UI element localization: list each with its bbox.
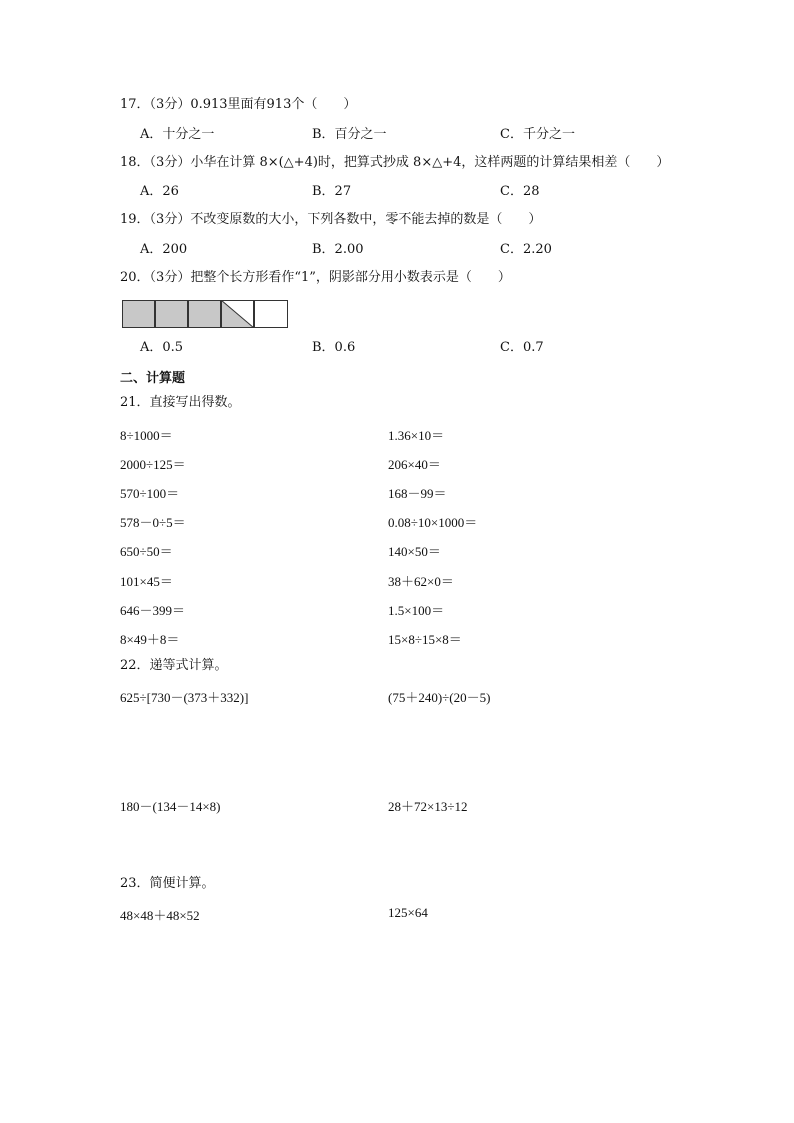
q23-item: 48×48＋48×52 xyxy=(120,908,200,923)
question-18-option-b: B．27 xyxy=(312,184,352,199)
q21-right-item: 0.08÷10×1000＝ xyxy=(388,515,478,530)
question-19-option-b: B．2.00 xyxy=(312,242,364,257)
q21-right-item: 1.36×10＝ xyxy=(388,428,445,443)
figure-cell-half-shaded xyxy=(221,300,254,328)
question-17-option-b: B．百分之一 xyxy=(312,127,387,142)
question-22-title: 22．递等式计算。 xyxy=(120,658,228,673)
question-19-text: 19．（3分）不改变原数的大小，下列各数中，零不能去掉的数是（ ） xyxy=(120,212,542,227)
q21-left-item: 578－0÷5＝ xyxy=(120,515,186,530)
question-20-option-b: B．0.6 xyxy=(312,340,356,355)
question-17-option-a: A．十分之一 xyxy=(140,127,215,142)
q21-left-item: 570÷100＝ xyxy=(120,486,180,501)
q22-item: 28＋72×13÷12 xyxy=(388,799,468,814)
q21-right-item: 206×40＝ xyxy=(388,457,441,472)
question-17-text: 17．（3分）0.913里面有913个（ ） xyxy=(120,97,357,112)
shaded-rectangle-figure xyxy=(122,300,288,328)
q21-right-item: 38＋62×0＝ xyxy=(388,574,454,589)
question-19-option-a: A．200 xyxy=(140,242,188,257)
q22-item: (75＋240)÷(20－5) xyxy=(388,690,491,705)
q21-left-item: 8×49＋8＝ xyxy=(120,632,180,647)
q22-item: 625÷[730－(373＋332)] xyxy=(120,690,249,705)
question-23-title: 23．简便计算。 xyxy=(120,876,215,891)
question-18-option-c: C．28 xyxy=(500,184,540,199)
q21-right-item: 1.5×100＝ xyxy=(388,603,445,618)
figure-cell-empty xyxy=(254,300,288,328)
q21-left-item: 101×45＝ xyxy=(120,574,173,589)
q21-left-item: 646－399＝ xyxy=(120,603,186,618)
figure-cell-shaded xyxy=(122,300,155,328)
figure-cell-shaded xyxy=(188,300,221,328)
question-19-option-c: C．2.20 xyxy=(500,242,552,257)
q21-right-item: 15×8÷15×8＝ xyxy=(388,632,462,647)
q22-item: 180－(134－14×8) xyxy=(120,799,221,814)
question-20-option-a: A．0.5 xyxy=(140,340,184,355)
question-20-option-c: C．0.7 xyxy=(500,340,544,355)
question-18-text: 18．（3分）小华在计算 8×(△+4)时，把算式抄成 8×△+4，这样两题的计算结果相差（ ） xyxy=(120,155,670,170)
q21-right-item: 168－99＝ xyxy=(388,486,447,501)
question-17-option-c: C．千分之一 xyxy=(500,127,575,142)
q23-item: 125×64 xyxy=(388,905,428,920)
q21-left-item: 8÷1000＝ xyxy=(120,428,173,443)
section-2-title: 二、计算题 xyxy=(120,371,186,386)
q21-left-item: 2000÷125＝ xyxy=(120,457,186,472)
q21-right-item: 140×50＝ xyxy=(388,544,441,559)
question-21-title: 21．直接写出得数。 xyxy=(120,395,241,410)
q21-left-item: 650÷50＝ xyxy=(120,544,173,559)
figure-cell-shaded xyxy=(155,300,188,328)
question-18-option-a: A．26 xyxy=(140,184,179,199)
question-20-text: 20．（3分）把整个长方形看作“1”，阴影部分用小数表示是（ ） xyxy=(120,270,511,285)
